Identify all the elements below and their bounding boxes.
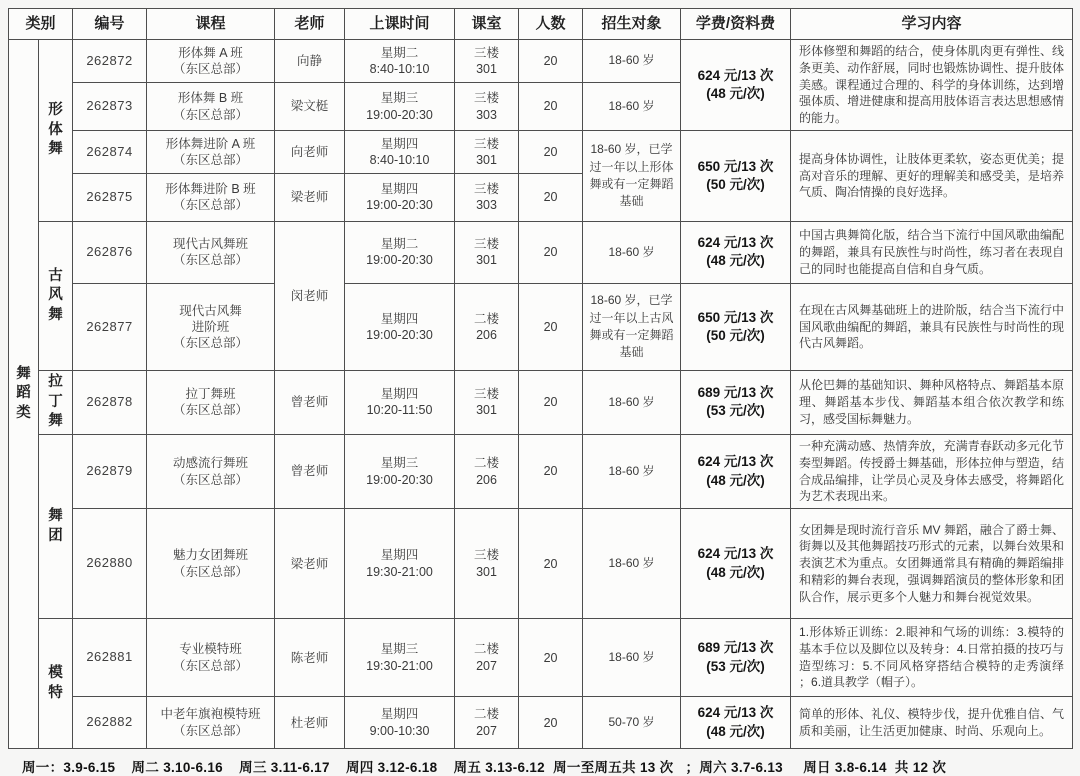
course-branch: （东区总部）	[173, 723, 249, 738]
table-row	[9, 697, 1073, 749]
course-branch: （东区总部）	[173, 658, 249, 673]
col-header-category: 类别	[9, 9, 73, 40]
fee-total: 689 元/13 次	[697, 640, 774, 656]
col-header-size: 人数	[519, 9, 583, 40]
class-size-cell: 20	[519, 697, 583, 749]
room-cell	[455, 83, 519, 131]
teacher-cell: 陈老师	[275, 619, 345, 697]
time-cell	[345, 509, 455, 619]
course-id: 262882	[73, 697, 147, 749]
fee-cell	[681, 434, 791, 508]
col-header-course: 课程	[147, 9, 275, 40]
fee-total: 689 元/13 次	[697, 385, 774, 401]
room-floor: 三楼	[474, 136, 500, 151]
room-cell	[455, 40, 519, 83]
room-cell	[455, 509, 519, 619]
subcategory-model-cell: 模特	[39, 619, 73, 749]
class-size-cell: 20	[519, 434, 583, 508]
room-floor: 三楼	[474, 387, 500, 402]
time-cell	[345, 619, 455, 697]
subcategory-body-dance-cell: 形体舞	[39, 40, 73, 222]
room-floor: 二楼	[474, 456, 500, 471]
room-number: 301	[476, 152, 497, 167]
category-dance-cell: 舞蹈类	[9, 40, 39, 749]
class-day: 星期四	[380, 136, 419, 151]
class-size-cell: 20	[519, 130, 583, 173]
table-row	[9, 509, 1073, 619]
room-cell	[455, 283, 519, 370]
room-cell	[455, 130, 519, 173]
table-row	[9, 370, 1073, 434]
course-name-cell	[147, 40, 275, 83]
room-cell	[455, 697, 519, 749]
target-cell: 18-60 岁	[583, 221, 681, 283]
time-cell	[345, 370, 455, 434]
content-cell: 形体修塑和舞蹈的结合，使身体肌肉更有弹性、线条更美、动作舒展，同时也锻炼协调性、提升肢体美感。课程通过合理的、科学的身体训练，达到增强体质、增进健康和提高用肢体语言表达思想感情的能力。	[791, 40, 1073, 131]
course-id: 262880	[73, 509, 147, 619]
class-day: 星期三	[380, 456, 419, 471]
class-day: 星期四	[380, 707, 419, 722]
content-cell: 从伦巴舞的基础知识、舞种风格特点、舞蹈基本原理、舞蹈基本步伐、舞蹈基本组合依次教学和练习，感受国标舞魅力。	[791, 370, 1073, 434]
target-cell: 18-60 岁	[583, 370, 681, 434]
fee-per-session: (48 元/次)	[706, 85, 765, 101]
teacher-cell: 曾老师	[275, 434, 345, 508]
course-id: 262881	[73, 619, 147, 697]
class-time: 19:00-20:30	[366, 107, 433, 122]
room-floor: 二楼	[474, 642, 500, 657]
room-floor: 三楼	[474, 548, 500, 563]
time-cell	[345, 221, 455, 283]
course-id: 262876	[73, 221, 147, 283]
course-name-cell	[147, 130, 275, 173]
table-row	[9, 434, 1073, 508]
target-cell: 18-60 岁	[583, 40, 681, 83]
class-time: 9:00-10:30	[369, 723, 430, 738]
class-time: 8:40-10:10	[369, 62, 430, 77]
col-header-id: 编号	[73, 9, 147, 40]
course-name-cell	[147, 173, 275, 221]
fee-per-session: (48 元/次)	[706, 472, 765, 488]
teacher-cell: 曾老师	[275, 370, 345, 434]
class-time: 10:20-11:50	[366, 403, 433, 418]
dance-class-schedule-table	[8, 8, 1073, 749]
room-cell	[455, 370, 519, 434]
header-row	[9, 9, 1073, 40]
course-name: 拉丁舞班	[185, 387, 236, 402]
class-time: 19:00-20:30	[366, 472, 433, 487]
room-number: 303	[476, 107, 497, 122]
table-row	[9, 221, 1073, 283]
class-day: 星期二	[380, 237, 419, 252]
fee-cell	[681, 40, 791, 131]
target-cell: 18-60 岁	[583, 509, 681, 619]
room-floor: 二楼	[474, 311, 500, 326]
class-size-cell: 20	[519, 370, 583, 434]
col-header-target: 招生对象	[583, 9, 681, 40]
fee-total: 624 元/13 次	[697, 67, 774, 83]
course-name: 魅力女团舞班	[173, 548, 249, 563]
course-branch: （东区总部）	[173, 152, 249, 167]
course-name-cell	[147, 697, 275, 749]
class-day: 星期四	[380, 311, 419, 326]
class-time: 19:00-20:30	[366, 253, 433, 268]
teacher-cell: 向静	[275, 40, 345, 83]
target-cell: 18-60 岁	[583, 434, 681, 508]
class-time: 19:30-21:00	[366, 658, 433, 673]
room-floor: 三楼	[474, 45, 500, 60]
course-name-cell	[147, 509, 275, 619]
course-name: 中老年旗袍模特班	[160, 707, 261, 722]
class-size-cell: 20	[519, 173, 583, 221]
course-branch: （东区总部）	[173, 472, 249, 487]
class-day: 星期四	[380, 548, 419, 563]
fee-cell	[681, 697, 791, 749]
room-number: 301	[476, 62, 497, 77]
fee-per-session: (53 元/次)	[706, 403, 765, 419]
room-number: 301	[476, 564, 497, 579]
class-size-cell: 20	[519, 40, 583, 83]
class-day: 星期三	[380, 91, 419, 106]
class-size-cell: 20	[519, 619, 583, 697]
fee-cell	[681, 283, 791, 370]
course-name: 动感流行舞班	[173, 456, 249, 471]
course-name-cell	[147, 370, 275, 434]
class-day: 星期三	[380, 642, 419, 657]
fee-cell	[681, 221, 791, 283]
time-cell	[345, 173, 455, 221]
fee-cell	[681, 509, 791, 619]
table-row	[9, 40, 1073, 83]
course-name-line2: 进阶班	[191, 319, 230, 334]
col-header-teacher: 老师	[275, 9, 345, 40]
fee-per-session: (50 元/次)	[706, 327, 765, 343]
fee-cell	[681, 370, 791, 434]
room-number: 303	[476, 198, 497, 213]
fee-per-session: (48 元/次)	[706, 564, 765, 580]
course-id: 262877	[73, 283, 147, 370]
fee-cell	[681, 619, 791, 697]
fee-per-session: (48 元/次)	[706, 723, 765, 739]
teacher-cell: 杜老师	[275, 697, 345, 749]
course-id: 262878	[73, 370, 147, 434]
fee-total: 624 元/13 次	[697, 454, 774, 470]
content-cell: 中国古典舞简化版，结合当下流行中国风歌曲编配的舞蹈，兼具有民族性与时尚性，练习者在表现自己的同时也能提高自信和自身气质。	[791, 221, 1073, 283]
course-id: 262875	[73, 173, 147, 221]
fee-total: 624 元/13 次	[697, 235, 774, 251]
target-cell: 18-60 岁	[583, 619, 681, 697]
room-number: 301	[476, 253, 497, 268]
time-cell	[345, 283, 455, 370]
fee-per-session: (53 元/次)	[706, 658, 765, 674]
fee-total: 624 元/13 次	[697, 546, 774, 562]
class-size-cell: 20	[519, 283, 583, 370]
table-row	[9, 130, 1073, 173]
fee-per-session: (50 元/次)	[706, 176, 765, 192]
course-name: 形体舞 A 班	[178, 45, 243, 60]
room-number: 206	[476, 327, 497, 342]
teacher-cell: 闵老师	[275, 221, 345, 370]
room-floor: 二楼	[474, 707, 500, 722]
content-cell: 一种充满动感、热情奔放，充满青春跃动多元化节奏型舞蹈。传授爵士舞基础，形体拉伸与塑造，结合成品编排，让学员心灵及身体去感受，将舞蹈化为艺术表现出来。	[791, 434, 1073, 508]
col-header-content: 学习内容	[791, 9, 1073, 40]
fee-total: 650 元/13 次	[697, 158, 774, 174]
course-name: 现代古风舞	[179, 303, 242, 318]
course-name: 形体舞进阶 A 班	[165, 136, 256, 151]
course-branch: （东区总部）	[173, 564, 249, 579]
course-id: 262872	[73, 40, 147, 83]
subcategory-latin-dance-cell: 拉丁舞	[39, 370, 73, 434]
course-branch: （东区总部）	[173, 253, 249, 268]
room-number: 207	[476, 723, 497, 738]
target-cell: 18-60 岁，已学过一年以上形体舞或有一定舞蹈基础	[583, 130, 681, 221]
content-cell: 女团舞是现时流行音乐 MV 舞蹈，融合了爵士舞、街舞以及其他舞蹈技巧形式的元素，以舞台效果和表演艺术为重点。女团舞通常具有精确的舞蹈编排和精彩的舞台表现，强调舞蹈演员的整体形象和团队合作，展示更多个人魅力和舞台视觉效果。	[791, 509, 1073, 619]
course-branch: （东区总部）	[173, 403, 249, 418]
target-cell: 18-60 岁，已学过一年以上古风舞或有一定舞蹈基础	[583, 283, 681, 370]
fee-total: 650 元/13 次	[697, 309, 774, 325]
room-cell	[455, 173, 519, 221]
course-branch: （东区总部）	[173, 62, 249, 77]
class-size-cell: 20	[519, 83, 583, 131]
room-cell	[455, 619, 519, 697]
subcategory-dance-troupe-cell: 舞团	[39, 434, 73, 618]
time-cell	[345, 697, 455, 749]
room-floor: 三楼	[474, 182, 500, 197]
course-name-cell	[147, 83, 275, 131]
course-name-cell	[147, 434, 275, 508]
teacher-cell: 梁老师	[275, 509, 345, 619]
class-time: 19:00-20:30	[366, 327, 433, 342]
room-floor: 三楼	[474, 91, 500, 106]
room-floor: 三楼	[474, 237, 500, 252]
time-cell	[345, 83, 455, 131]
course-id: 262873	[73, 83, 147, 131]
class-day: 星期四	[380, 182, 419, 197]
content-cell: 提高身体协调性，让肢体更柔软，姿态更优美；提高对音乐的理解、更好的理解美和感受美，是培养气质、陶冶情操的良好选择。	[791, 130, 1073, 221]
course-name-cell	[147, 619, 275, 697]
fee-cell	[681, 130, 791, 221]
room-number: 207	[476, 658, 497, 673]
course-name-cell	[147, 283, 275, 370]
course-branch: （东区总部）	[173, 336, 249, 351]
course-name: 形体舞 B 班	[177, 91, 244, 106]
col-header-fee: 学费/资料费	[681, 9, 791, 40]
room-cell	[455, 221, 519, 283]
course-branch: （东区总部）	[173, 107, 249, 122]
class-day: 星期四	[380, 387, 419, 402]
course-name: 形体舞进阶 B 班	[165, 182, 256, 197]
fee-per-session: (48 元/次)	[706, 253, 765, 269]
col-header-room: 课室	[455, 9, 519, 40]
course-name: 专业模特班	[179, 642, 242, 657]
room-cell	[455, 434, 519, 508]
content-cell: 在现在古风舞基础班上的进阶版，结合当下流行中国风歌曲编配的舞蹈，兼具有民族性与时尚性的现代古风舞蹈。	[791, 283, 1073, 370]
class-size-cell: 20	[519, 221, 583, 283]
semester-dates-note: 周一：3.9-6.15 周二 3.10-6.16 周三 3.11-6.17 周四 3.12-6.18 周五 3.13-6.12 周一至周五共 13 次 ；周六 3.7-6.13 周日 3.8-6.14 共 12 次	[22, 760, 947, 776]
class-time: 19:00-20:30	[366, 198, 433, 213]
target-cell: 18-60 岁	[583, 83, 681, 131]
fee-total: 624 元/13 次	[697, 705, 774, 721]
class-size-cell: 20	[519, 509, 583, 619]
class-time: 19:30-21:00	[366, 564, 433, 579]
target-cell: 50-70 岁	[583, 697, 681, 749]
content-cell: 1.形体矫正训练：2.眼神和气场的训练：3.模特的基本手位以及脚位以及转身：4.日常拍摄的技巧与造型练习：5.不同风格穿搭结合模特的走秀演绎 ；6.道具教学（帽子）。	[791, 619, 1073, 697]
time-cell	[345, 434, 455, 508]
table-row	[9, 619, 1073, 697]
course-branch: （东区总部）	[173, 198, 249, 213]
class-day: 星期二	[380, 45, 419, 60]
class-time: 8:40-10:10	[369, 152, 430, 167]
subcategory-guofeng-dance-cell: 古风舞	[39, 221, 73, 370]
course-id: 262874	[73, 130, 147, 173]
teacher-cell: 向老师	[275, 130, 345, 173]
teacher-cell: 梁老师	[275, 173, 345, 221]
time-cell	[345, 40, 455, 83]
course-id: 262879	[73, 434, 147, 508]
teacher-cell: 梁文梃	[275, 83, 345, 131]
room-number: 301	[476, 403, 497, 418]
col-header-time: 上课时间	[345, 9, 455, 40]
table-row	[9, 283, 1073, 370]
time-cell	[345, 130, 455, 173]
room-number: 206	[476, 472, 497, 487]
content-cell: 简单的形体、礼仪、模特步伐，提升优雅自信、气质和美丽，让生活更加健康、时尚、乐观向上。	[791, 697, 1073, 749]
course-name: 现代古风舞班	[173, 237, 249, 252]
course-name-cell	[147, 221, 275, 283]
